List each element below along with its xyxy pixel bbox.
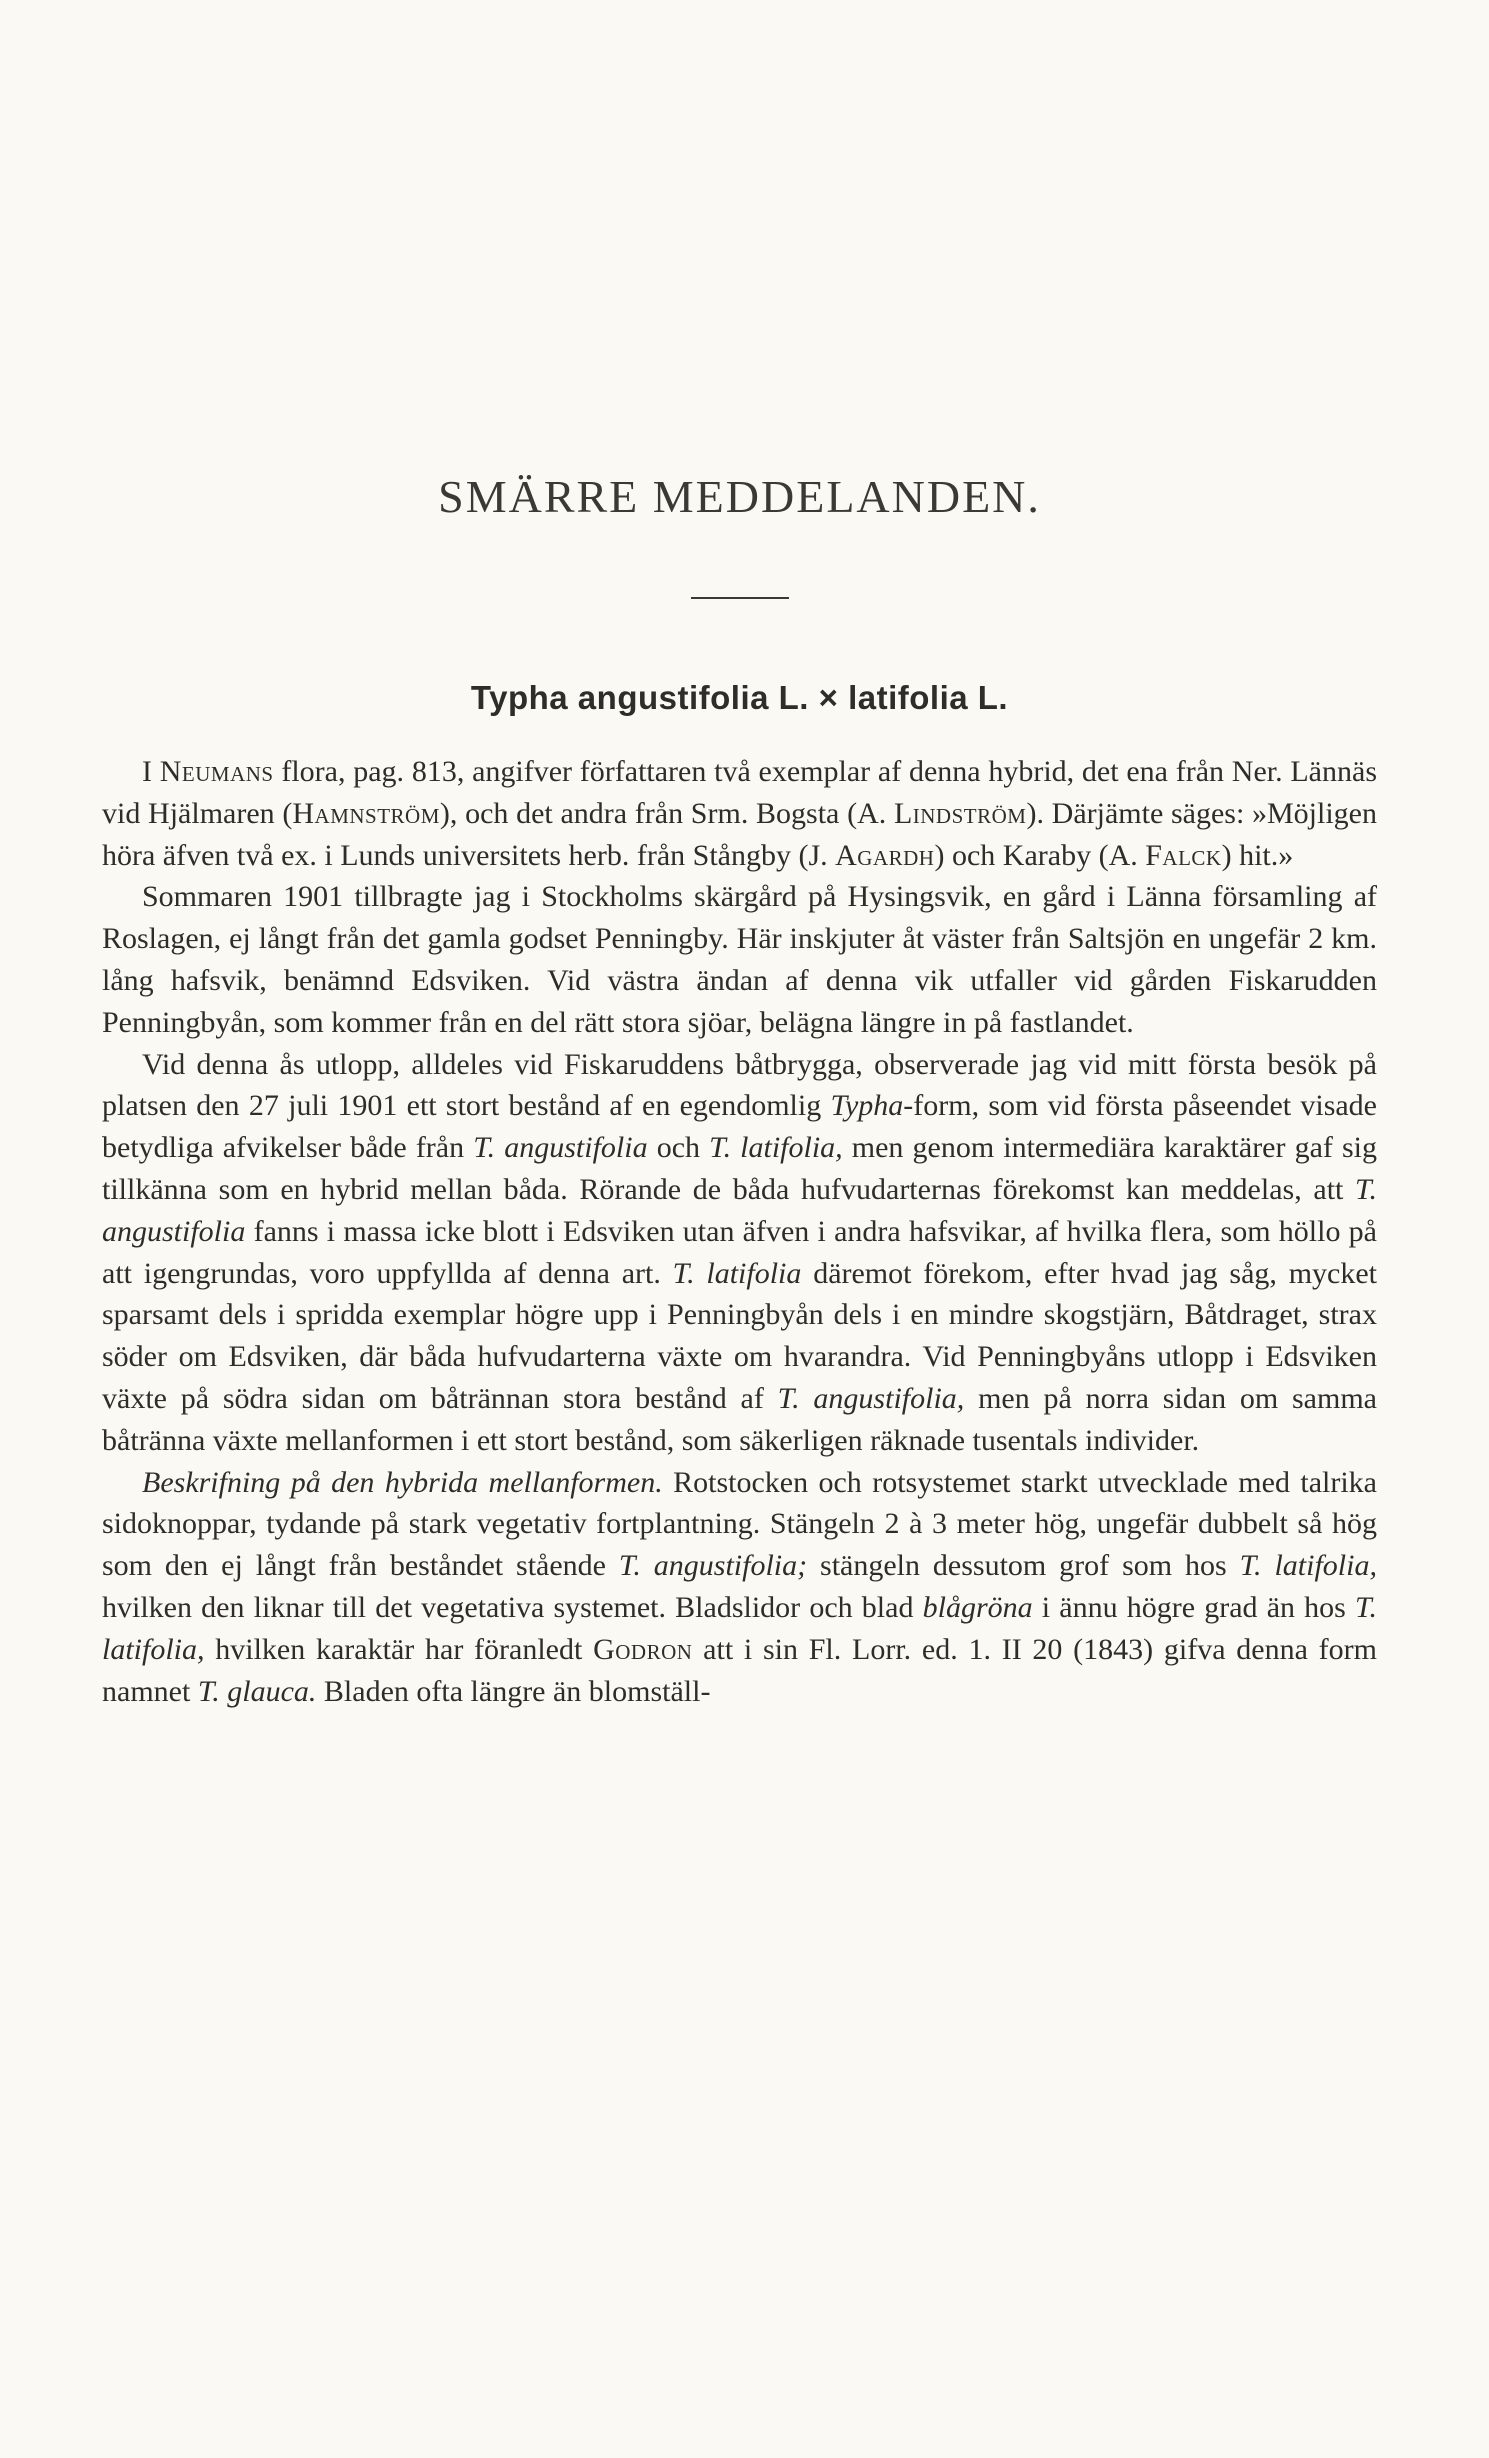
text-run: Vid denna ås utlopp, alldeles vid Fiskaruddens båtbrygga, observerade jag vid mitt första besök på platsen den 27 juli 1901 ett stort bestånd af en egendomlig — [102, 1047, 1377, 1123]
text-run: men genom intermediära karaktärer gaf sig tillkänna som en hybrid mellan båda. Rörande de båda hufvudarternas förekomst kan meddelas, att — [102, 1131, 1377, 1206]
paragraph-3 — [102, 1044, 1377, 1462]
text-run: och — [647, 1131, 710, 1165]
paragraph-4 — [102, 1462, 1377, 1713]
author-name: Neumans — [159, 755, 274, 788]
paragraph-2 — [102, 876, 1377, 1043]
section-heading: SMÄRRE MEDDELANDEN. — [438, 471, 1041, 522]
author-name: Agardh — [835, 838, 935, 872]
text-run: hvilken karaktär har föranledt — [204, 1632, 594, 1666]
article-title: Typha angustifolia L. × latifolia L. — [470, 679, 1009, 716]
taxon-name: T. latifolia — [672, 1256, 802, 1290]
text-run: Sommaren 1901 tillbragte jag i Stockholms skärgård på Hysingsvik, en gård i Länna församling af Roslagen, ej långt från det gamla godset Penningby. Här inskjuter åt väster från Saltsjön en ungefär 2 km. lång hafsvik, benämnd Edsviken. Vid västra ändan af denna vik utfaller vid gården Fiskarudden Penningbyån, som kommer från en del rätt stora sjöar, belägna längre in på fastlandet. — [102, 880, 1377, 1039]
author-name: Falck — [1145, 838, 1222, 872]
text-run: men på norra sidan om samma båtränna växte mellanformen i ett stort bestånd, som säkerligen räknade tusentals individer. — [102, 1381, 1377, 1457]
paragraph-1 — [102, 751, 1377, 876]
subheading-inline: Beskrifning på den hybrida mellanformen. — [142, 1465, 663, 1499]
text-run: stängeln dessutom grof som hos — [807, 1549, 1240, 1583]
text-run: ) och Karaby (A. — [934, 838, 1146, 872]
text-run: fanns i massa icke blott i Edsviken utan äfven i andra hafsvikar, af hvilka flera, som höllo på att igengrundas, voro uppfyllda af denna art. — [102, 1214, 1377, 1290]
taxon-name: T. angustifolia; — [618, 1549, 808, 1583]
text-run: I — [142, 755, 160, 788]
text-run: i ännu högre grad än hos — [1032, 1590, 1356, 1624]
author-name: Godron — [593, 1632, 693, 1666]
taxon-name: Typha — [830, 1089, 904, 1123]
text-run: Bladen ofta längre än blomställ- — [316, 1674, 711, 1708]
author-name: Hamnström — [292, 796, 440, 830]
taxon-name: T. glauca. — [197, 1674, 317, 1708]
taxon-name: T. angustifolia — [473, 1131, 648, 1165]
emphasis: blågröna — [922, 1590, 1033, 1624]
taxon-name: T. latifolia, — [102, 1590, 1377, 1666]
text-run: ). Därjämte säges: »Möjligen höra äfven två ex. i Lunds universitets herb. från Stångby (J. — [102, 796, 1377, 872]
text-run: Rotstocken och rotsystemet starkt utvecklade med talrika sidoknoppar, tydande på stark vegetativ fortplantning. Stängeln 2 à 3 meter hög, ungefär dubbelt så hög som den ej långt från beståndet stående — [102, 1465, 1377, 1583]
author-name: Lindström — [893, 796, 1027, 830]
taxon-name: T. angustifolia, — [777, 1381, 965, 1415]
text-run: flora, pag. 813, angifver författaren två exemplar af denna hybrid, det ena från Ner. Lännäs vid Hjälmaren ( — [102, 755, 1377, 830]
taxon-name: T. latifolia, — [709, 1131, 843, 1165]
text-run: att i sin Fl. Lorr. ed. 1. II 20 (1843) gifva denna form namnet — [102, 1632, 1377, 1708]
divider-rule — [691, 597, 789, 599]
text-run: däremot förekom, efter hvad jag såg, mycket sparsamt dels i spridda exemplar högre upp i Penningbyån dels i en mindre skogstjärn, Båtdraget, strax söder om Edsviken, där båda hufvudarterna växte om hvarandra. Vid Penningbyåns utlopp i Edsviken växte på södra sidan om båtrännan stora bestånd af — [102, 1256, 1378, 1415]
text-run: hvilken den liknar till det vegetativa systemet. Bladslidor och blad — [102, 1590, 923, 1624]
text-run: ), och det andra från Srm. Bogsta (A. — [439, 796, 894, 830]
text-run: ) hit.» — [1221, 838, 1294, 872]
page-content — [102, 470, 1377, 1712]
taxon-name: T. angustifolia — [102, 1172, 1377, 1248]
taxon-name: T. latifolia, — [1239, 1549, 1377, 1583]
text-run: -form, som vid första påseendet visade betydliga afvikelser både från — [102, 1089, 1378, 1165]
